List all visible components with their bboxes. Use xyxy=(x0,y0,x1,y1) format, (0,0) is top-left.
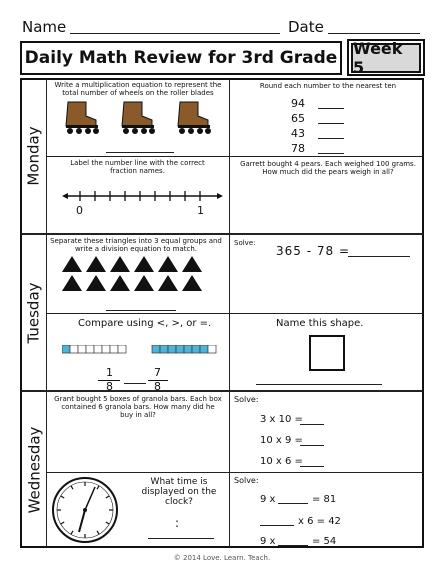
tuesday-row-divider xyxy=(47,313,423,314)
name-field[interactable] xyxy=(70,33,280,34)
missing-factor-answer-line[interactable] xyxy=(278,545,308,546)
day-label-wednesday: Wednesday xyxy=(25,426,43,513)
compare-title: Compare using <, >, or =. xyxy=(78,318,212,329)
wednesday-q1-text: Grant bought 5 boxes of granola bars. Each box contained 6 granola bars. How many did he buy in all? xyxy=(54,395,222,419)
monday-q2-text: Round each number to the nearest ten xyxy=(259,82,397,90)
shape-answer-line[interactable] xyxy=(256,384,382,385)
copyright-footer: © 2014 Love. Learn. Teach. xyxy=(173,554,271,562)
fraction-2-numerator: 7 xyxy=(154,366,161,379)
missing-factor-a: 9 x xyxy=(260,494,276,505)
solve-label: Solve: xyxy=(234,239,256,247)
solve-label: Solve: xyxy=(234,395,259,404)
triangles-group xyxy=(62,256,222,292)
day-label-monday: Monday xyxy=(25,126,43,186)
subtraction-answer-line[interactable] xyxy=(348,256,410,257)
fraction-2-denominator: 8 xyxy=(154,380,161,393)
monday-q3-text: Label the number line with the correct fraction names. xyxy=(70,159,205,175)
mult-problem: 10 x 6 = xyxy=(260,456,303,467)
name-label: Name xyxy=(22,18,67,36)
mult-problem: 10 x 9 = xyxy=(260,435,303,446)
monday-q4-text: Garrett bought 4 pears. Each weighed 100 grams. How much did the pears weigh in all? xyxy=(240,160,416,176)
fraction-bars xyxy=(62,345,222,355)
missing-factor-answer-line[interactable] xyxy=(260,525,294,526)
missing-factor-b: = 81 xyxy=(312,494,337,505)
missing-factor-b: = 54 xyxy=(312,536,337,547)
round-answer-line[interactable] xyxy=(318,153,344,154)
shape-title: Name this shape. xyxy=(276,318,364,329)
wednesday-row-divider xyxy=(47,472,423,473)
solve-label: Solve: xyxy=(234,476,259,485)
time-answer-line[interactable] xyxy=(148,538,214,539)
round-number: 78 xyxy=(291,142,305,155)
monday-tuesday-divider xyxy=(21,233,423,235)
roller-blades-image xyxy=(60,98,225,136)
page-title: Daily Math Review for 3rd Grade xyxy=(20,41,342,75)
mult-answer-line[interactable] xyxy=(300,424,324,425)
mult-answer-line[interactable] xyxy=(300,445,324,446)
day-label-tuesday: Tuesday xyxy=(25,281,43,344)
week-badge: Week 5 xyxy=(347,39,425,76)
monday-row-divider xyxy=(47,156,423,157)
date-label: Date xyxy=(288,18,324,36)
numline-start-label: 0 xyxy=(76,204,83,217)
round-answer-line[interactable] xyxy=(318,123,344,124)
tuesday-wednesday-divider xyxy=(21,390,423,392)
fraction-1-numerator: 1 xyxy=(106,366,113,379)
square-shape xyxy=(309,335,345,371)
clock-icon xyxy=(50,475,124,545)
round-answer-line[interactable] xyxy=(318,108,344,109)
tuesday-q1-answer-line[interactable] xyxy=(106,310,176,311)
fraction-1-denominator: 8 xyxy=(106,380,113,393)
date-field[interactable] xyxy=(328,33,420,34)
roller-blade-icon xyxy=(66,102,99,134)
time-colon: : xyxy=(175,516,180,530)
round-number: 43 xyxy=(291,127,305,140)
missing-factor-answer-line[interactable] xyxy=(278,503,308,504)
missing-factor-b: x 6 = 42 xyxy=(298,516,341,527)
tuesday-q1-text: Separate these triangles into 3 equal groups and write a division equation to match. xyxy=(50,237,222,253)
mult-problem: 3 x 10 = xyxy=(260,414,303,425)
monday-q1-answer-line[interactable] xyxy=(106,152,174,153)
mult-answer-line[interactable] xyxy=(300,466,324,467)
round-number: 94 xyxy=(291,97,305,110)
round-answer-line[interactable] xyxy=(318,138,344,139)
compare-answer-line[interactable] xyxy=(124,383,146,384)
time-question: What time is displayed on the clock? xyxy=(141,477,217,507)
roller-blade-icon xyxy=(178,102,211,134)
roller-blade-icon xyxy=(122,102,155,134)
numline-end-label: 1 xyxy=(197,204,204,217)
missing-factor-a: 9 x xyxy=(260,536,276,547)
subtraction-problem: 365 - 78 = xyxy=(276,244,351,258)
monday-q1-text: Write a multiplication equation to represent the total number of wheels on the roller blades xyxy=(54,81,222,97)
round-number: 65 xyxy=(291,112,305,125)
